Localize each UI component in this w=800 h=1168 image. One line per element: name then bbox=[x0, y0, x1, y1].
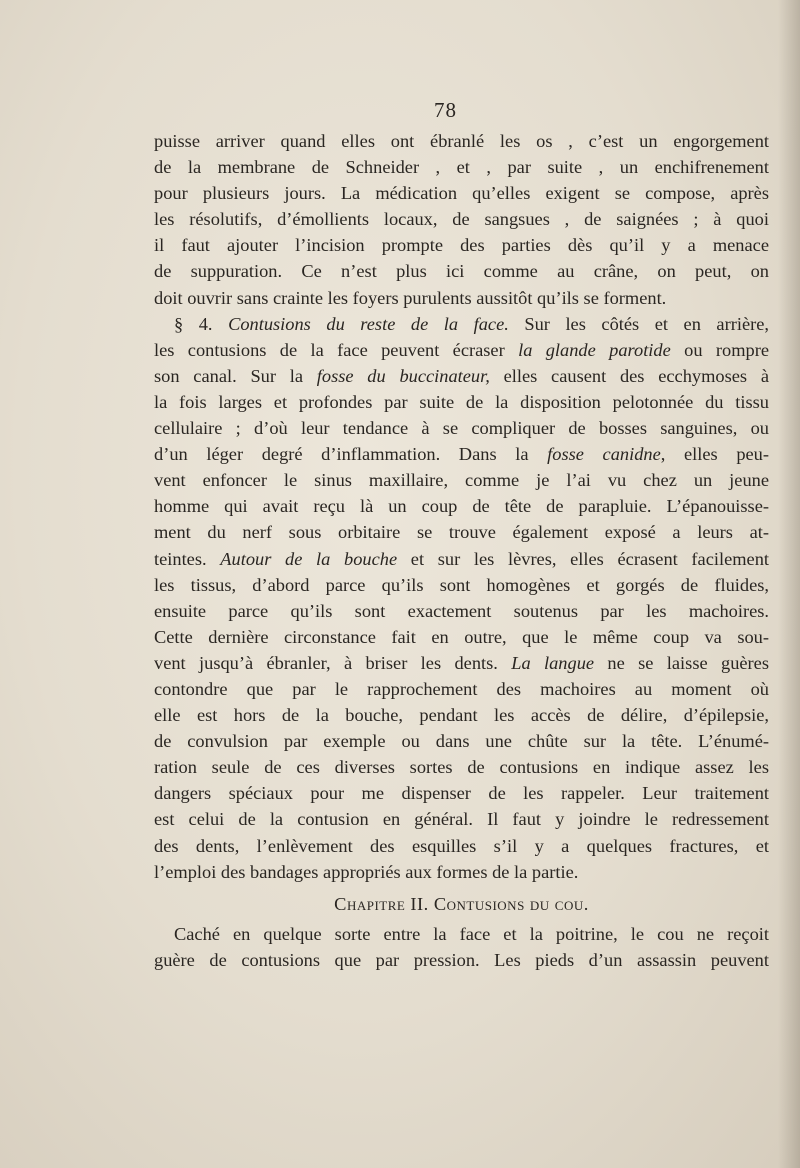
text-segment: guère de contusions que par pression. Les pieds d’un assassin peuvent bbox=[154, 949, 769, 970]
text-segment: les contusions de la face peuvent écraser bbox=[154, 339, 519, 360]
section-heading-line bbox=[154, 311, 769, 337]
text-segment: dangers spéciaux pour me dispenser de les rappeler. Leur traitement bbox=[154, 783, 769, 804]
text-segment: ration seule de ces diverses sortes de contusions en indique assez les bbox=[154, 757, 769, 778]
text-segment: de la membrane de Schneider , et , par suite , un enchifrenement bbox=[154, 157, 769, 178]
text-segment: ne se laisse guères bbox=[594, 652, 769, 673]
text-segment: Chapitre II. Contusions du cou. bbox=[334, 893, 589, 914]
text-segment: ment du nerf sous orbitaire se trouve également exposé a leurs at- bbox=[154, 522, 769, 543]
text-segment: , elles peu- bbox=[660, 444, 769, 465]
text-segment: de convulsion par exemple ou dans une chûte sur la tête. L’énumé- bbox=[154, 731, 769, 752]
text-line bbox=[154, 921, 769, 947]
page-edge-shadow bbox=[778, 0, 800, 1168]
text-line bbox=[154, 519, 769, 545]
text-segment: teintes. bbox=[154, 548, 221, 569]
text-segment: ensuite parce qu’ils sont exactement soutenus par les machoires. bbox=[154, 600, 769, 621]
text-line bbox=[154, 441, 769, 467]
text-line bbox=[154, 676, 769, 702]
italic-text: Autour de la bouche bbox=[220, 548, 398, 569]
text-segment: ou rompre bbox=[670, 339, 769, 360]
text-line bbox=[154, 389, 769, 415]
text-segment: pour plusieurs jours. La médication qu’elles exigent se compose, après bbox=[154, 183, 769, 204]
text-line bbox=[154, 285, 769, 311]
text-line bbox=[154, 258, 769, 284]
text-segment: contondre que par le rapprochement des machoires au moment où bbox=[154, 678, 769, 699]
text-segment: et sur les lèvres, elles écrasent facilement bbox=[397, 548, 770, 569]
text-line bbox=[154, 572, 769, 598]
text-segment: cellulaire ; d’où leur tendance à se compliquer de bosses sanguines, ou bbox=[154, 418, 769, 439]
text-line bbox=[154, 363, 769, 389]
text-segment: l’emploi des bandages appropriés aux formes de la partie. bbox=[154, 861, 579, 882]
text-line bbox=[154, 780, 769, 806]
text-line bbox=[154, 650, 769, 676]
text-segment: les tissus, d’abord parce qu’ils sont homogènes et gorgés de fluides, bbox=[154, 574, 769, 595]
text-segment: la fois larges et profondes par suite de la disposition pelotonnée du tissu bbox=[154, 391, 769, 412]
text-segment: est celui de la contusion en général. Il faut y joindre le redressement bbox=[154, 809, 769, 830]
text-segment: vent enfoncer le sinus maxillaire, comme je l’ai vu chez un jeune bbox=[154, 470, 769, 491]
text-line bbox=[154, 180, 769, 206]
text-segment: elle est hors de la bouche, pendant les accès de délire, d’épilepsie, bbox=[154, 705, 769, 726]
body-text bbox=[154, 128, 769, 973]
text-line bbox=[154, 128, 769, 154]
chapter-heading bbox=[154, 891, 769, 917]
text-line bbox=[154, 754, 769, 780]
page-number: 78 bbox=[434, 98, 457, 122]
text-line bbox=[154, 833, 769, 859]
italic-text: la glande parotide bbox=[518, 339, 671, 360]
text-line bbox=[154, 624, 769, 650]
text-line bbox=[154, 806, 769, 832]
text-segment: de suppuration. Ce n’est plus ici comme au crâne, on peut, on bbox=[154, 261, 769, 282]
text-line bbox=[154, 154, 769, 180]
text-segment: d’un léger degré d’inflammation. Dans la bbox=[154, 444, 548, 465]
text-line bbox=[154, 232, 769, 258]
text-segment: Cette dernière circonstance fait en outre, que le même coup va sou- bbox=[154, 626, 769, 647]
text-line bbox=[154, 947, 769, 973]
text-line bbox=[154, 859, 769, 885]
text-line bbox=[154, 206, 769, 232]
text-segment: § 4. bbox=[174, 313, 229, 334]
text-segment: il faut ajouter l’incision prompte des parties dès qu’il y a menace bbox=[154, 235, 769, 256]
text-segment: vent jusqu’à ébranler, à briser les dents. bbox=[154, 652, 512, 673]
text-line bbox=[154, 702, 769, 728]
text-segment: Sur les côtés et en arrière, bbox=[508, 313, 769, 334]
text-segment: puisse arriver quand elles ont ébranlé les os , c’est un engorgement bbox=[154, 131, 769, 151]
text-line bbox=[154, 493, 769, 519]
text-segment: homme qui avait reçu là un coup de tête de parapluie. L’épanouisse- bbox=[154, 496, 769, 517]
text-line bbox=[154, 415, 769, 441]
italic-text: fosse du buccinateur, bbox=[316, 365, 490, 386]
italic-text: fosse canidne bbox=[547, 444, 661, 465]
italic-text: La langue bbox=[511, 652, 595, 673]
text-line bbox=[154, 598, 769, 624]
text-segment: les résolutifs, d’émollients locaux, de sangsues , de saignées ; à quoi bbox=[154, 209, 769, 230]
text-segment: Caché en quelque sorte entre la face et la poitrine, le cou ne reçoit bbox=[174, 923, 769, 944]
text-line bbox=[154, 467, 769, 493]
text-segment: des dents, l’enlèvement des esquilles s’il y a quelques fractures, et bbox=[154, 835, 769, 856]
italic-text: Contusions du reste de la face. bbox=[228, 313, 509, 334]
text-line bbox=[154, 337, 769, 363]
text-segment: son canal. Sur la bbox=[154, 365, 317, 386]
text-segment: elles causent des ecchymoses à bbox=[489, 365, 769, 386]
text-line bbox=[154, 546, 769, 572]
text-line bbox=[154, 728, 769, 754]
text-segment: doit ouvrir sans crainte les foyers purulents aussitôt qu’ils se forment. bbox=[154, 287, 667, 308]
